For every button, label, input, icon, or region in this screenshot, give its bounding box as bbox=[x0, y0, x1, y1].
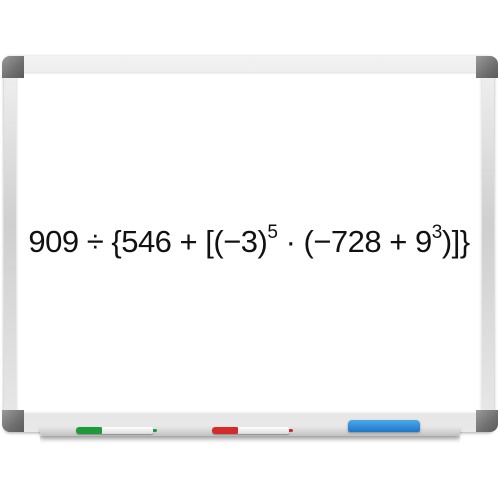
green-marker-cap bbox=[76, 427, 102, 434]
math-expression bbox=[16, 222, 482, 262]
red-marker-tip bbox=[289, 429, 293, 432]
green-marker-tip bbox=[153, 429, 157, 432]
expression-part-2: · (−728 + 9 bbox=[277, 224, 432, 259]
green-marker[interactable] bbox=[76, 427, 154, 434]
red-marker[interactable] bbox=[212, 427, 290, 434]
eraser[interactable] bbox=[348, 420, 420, 432]
tray-shadow bbox=[40, 436, 460, 444]
expression-part-3: )]} bbox=[441, 224, 470, 259]
frame-corner-top-right bbox=[476, 56, 498, 78]
frame-corner-bottom-right bbox=[476, 410, 498, 432]
exponent-1: 5 bbox=[267, 222, 278, 243]
expression-part-1: 909 ÷ {546 + [(−3) bbox=[28, 224, 268, 259]
frame-corner-top-left bbox=[2, 56, 24, 78]
exponent-2: 3 bbox=[431, 222, 442, 243]
red-marker-cap bbox=[212, 427, 238, 434]
frame-corner-bottom-left bbox=[2, 410, 24, 432]
